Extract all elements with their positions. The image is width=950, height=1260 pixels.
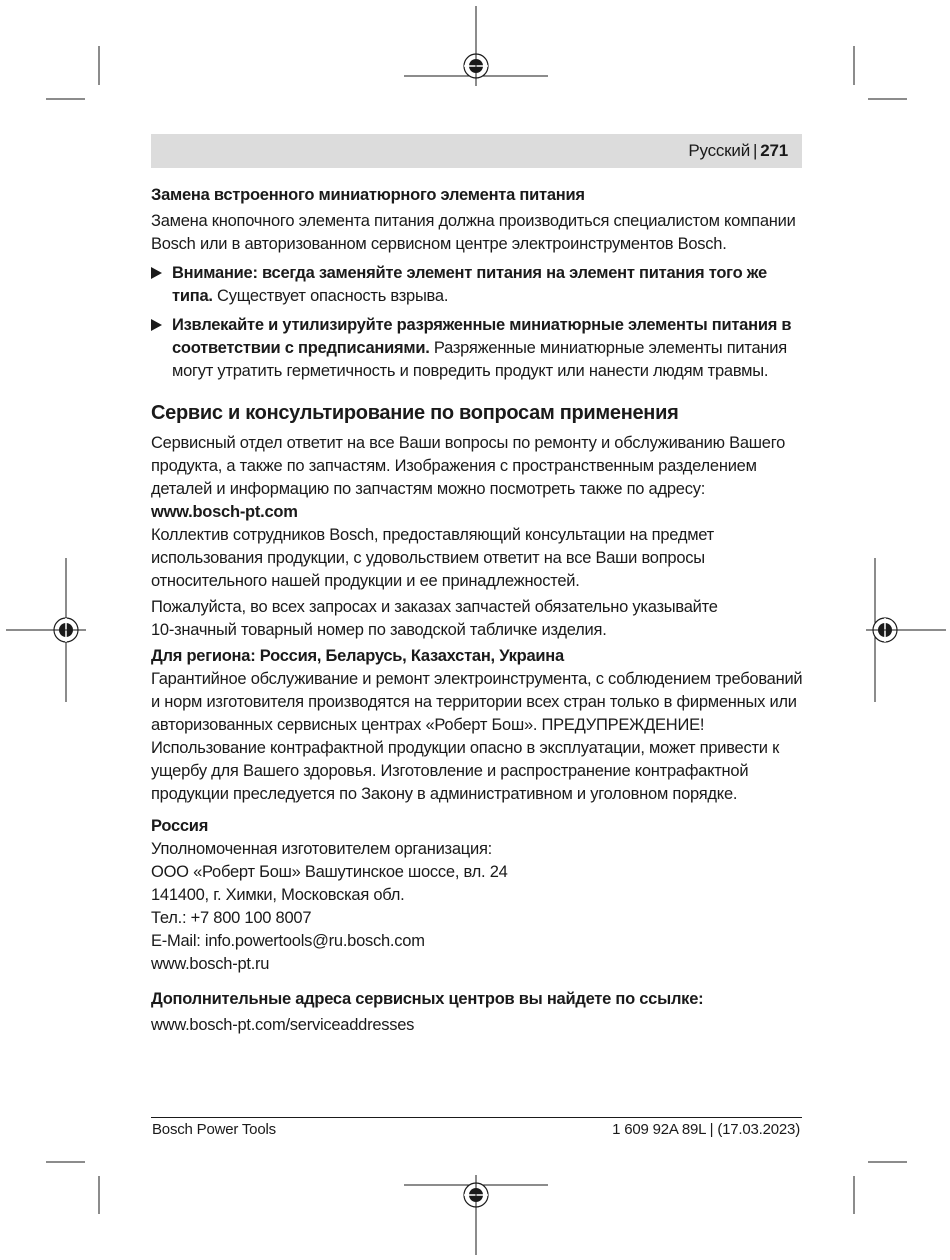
page-header — [151, 134, 802, 168]
russia-line: ООО «Роберт Бош» Вашутинское шоссе, вл. 24 — [151, 863, 508, 881]
header-text — [688, 141, 788, 161]
registration-target-top — [464, 54, 488, 78]
russia-line: E-Mail: info.powertools@ru.bosch.com — [151, 932, 425, 950]
page-number: 271 — [760, 141, 788, 160]
warning-item — [151, 262, 803, 308]
additional-url: www.bosch-pt.com/serviceaddresses — [151, 1016, 415, 1034]
battery-text: Замена кнопочного элемента питания должна производиться специалистом компании Bosch или в авторизованном сервисном центре электроинструментов Bosch. — [151, 212, 796, 253]
footer-rule — [151, 1117, 802, 1118]
warning-bold: Внимание: всегда заменяйте элемент питания на элемент питания того же типа. — [172, 264, 767, 305]
region-text: Гарантийное обслуживание и ремонт электроинструмента, с соблюдением требований и норм изготовителя производятся на территории всех стран только в фирменных или авторизованных сервисных центрах «Роберт Бош». ПРЕДУПРЕЖДЕНИЕ! Использование контрафактной продукции опасно в эксплуатации, может привести к ущербу для Вашего здоровья. Изготовление и распространение контрафактной продукции преследуется по Закону в административном и уголовном порядке. — [151, 670, 803, 803]
region-heading: Для региона: Россия, Беларусь, Казахстан, Украина — [151, 647, 564, 665]
russia-heading: Россия — [151, 817, 209, 835]
service-order: Пожалуйста, во всех запросах и заказах запчастей обязательно указывайте 10‑значный товарный номер по заводской табличке изделия. — [151, 598, 718, 639]
service-intro: Сервисный отдел ответит на все Ваши вопросы по ремонту и обслуживанию Вашего продукта, а также по запчастям. Изображения с пространственным разделением деталей и информацию по запчастям можно посмотреть также по адресу: — [151, 434, 786, 498]
warning-bold: Извлекайте и утилизируйте разряженные миниатюрные элементы питания в соответствии с предписаниями. — [172, 316, 792, 357]
service-url: www.bosch-pt.com — [151, 503, 298, 521]
service-heading: Сервис и консультирование по вопросам применения — [151, 402, 679, 424]
warning-item — [151, 314, 803, 383]
bullet-triangle-icon — [151, 319, 162, 331]
service-consult: Коллектив сотрудников Bosch, предоставляющий консультации на предмет использования продукции, с удовольствием ответит на все Ваши вопросы относительного нашей продукции и ее принадлежностей. — [151, 526, 714, 590]
battery-heading: Замена встроенного миниатюрного элемента питания — [151, 186, 585, 204]
header-separator: | — [753, 141, 758, 160]
registration-target-bottom — [464, 1183, 488, 1207]
registration-target-right — [873, 618, 897, 642]
page-content — [151, 184, 803, 1037]
russia-line: Уполномоченная изготовителем организация: — [151, 840, 492, 858]
header-language: Русский — [688, 141, 751, 160]
warning-text: Разряженные миниатюрные элементы питания могут утратить герметичность и повредить продукт или нанести людям травмы. — [172, 339, 787, 380]
warning-text: Существует опасность взрыва. — [212, 287, 449, 305]
footer-brand: Bosch Power Tools — [152, 1121, 276, 1138]
additional-heading: Дополнительные адреса сервисных центров вы найдете по ссылке: — [151, 990, 704, 1008]
russia-line: www.bosch-pt.ru — [151, 955, 270, 973]
footer-doc-number: 1 609 92A 89L | (17.03.2023) — [612, 1121, 800, 1138]
russia-line: Тел.: +7 800 100 8007 — [151, 909, 312, 927]
registration-target-left — [54, 618, 78, 642]
russia-line: 141400, г. Химки, Московская обл. — [151, 886, 405, 904]
bullet-triangle-icon — [151, 267, 162, 279]
